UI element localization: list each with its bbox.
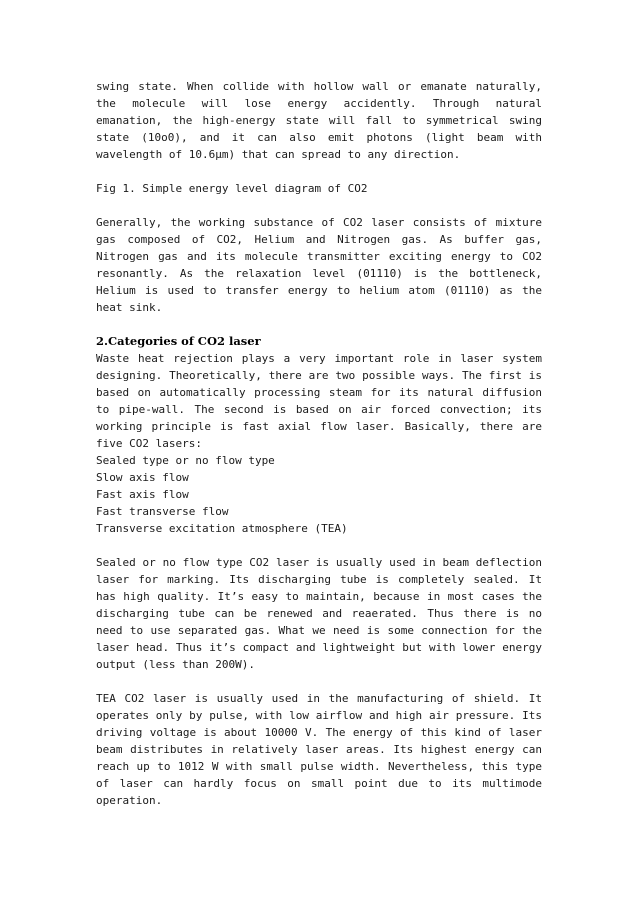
list-item: Transverse excitation atmosphere (TEA) bbox=[96, 522, 348, 535]
laser-type-list bbox=[96, 452, 542, 537]
page-body bbox=[96, 78, 542, 826]
list-item: Sealed type or no flow type bbox=[96, 454, 275, 467]
paragraph-tea-laser: TEA CO2 laser is usually used in the manufacturing of shield. It operates only by pulse, with low airflow and high air pressure. Its driving voltage is about 10000 V. The energy of this kind of laser beam distributes in relatively laser areas. Its highest energy can reach up to 1012 W with small pulse width. Nevertheless, this type of laser can hardly focus on small point due to its multimode operation. bbox=[96, 692, 542, 807]
list-item: Slow axis flow bbox=[96, 471, 189, 484]
list-item: Fast axis flow bbox=[96, 488, 189, 501]
list-item: Fast transverse flow bbox=[96, 505, 229, 518]
paragraph-swing-state: swing state. When collide with hollow wall or emanate naturally, the molecule will lose energy accidently. Through natural emanation, the high-energy state will fall to symmetrical swing state (10o0), and it can also emit photons (light beam with wavelength of 10.6μm) that can spread to any direction. bbox=[96, 80, 542, 161]
paragraph-heat-rejection: Waste heat rejection plays a very important role in laser system designing. Theoretically, there are two possible ways. The first is based on automatically processing steam for its natural diffusion to pipe-wall. The second is based on air forced convection; its working principle is fast axial flow laser. Basically, there are five CO2 lasers: bbox=[96, 352, 542, 450]
paragraph-sealed-type: Sealed or no flow type CO2 laser is usually used in beam deflection laser for marking. Its discharging tube is completely sealed. It has high quality. It’s easy to maintain, because in most cases the discharging tube can be renewed and reaerated. Thus there is no need to use separated gas. What we need is some connection for the laser head. Thus it’s compact and lightweight but with lower energy output (less than 200W). bbox=[96, 556, 542, 671]
section-heading: 2.Categories of CO2 laser bbox=[96, 334, 261, 348]
paragraph-working-substance: Generally, the working substance of CO2 laser consists of mixture gas composed of CO2, Helium and Nitrogen gas. As buffer gas, Nitrogen gas and its molecule transmitter exciting energy to CO2 resonantly. As the relaxation level (01110) is the bottleneck, Helium is used to transfer energy to helium atom (01110) as the heat sink. bbox=[96, 216, 542, 314]
figure-caption: Fig 1. Simple energy level diagram of CO2 bbox=[96, 182, 368, 195]
